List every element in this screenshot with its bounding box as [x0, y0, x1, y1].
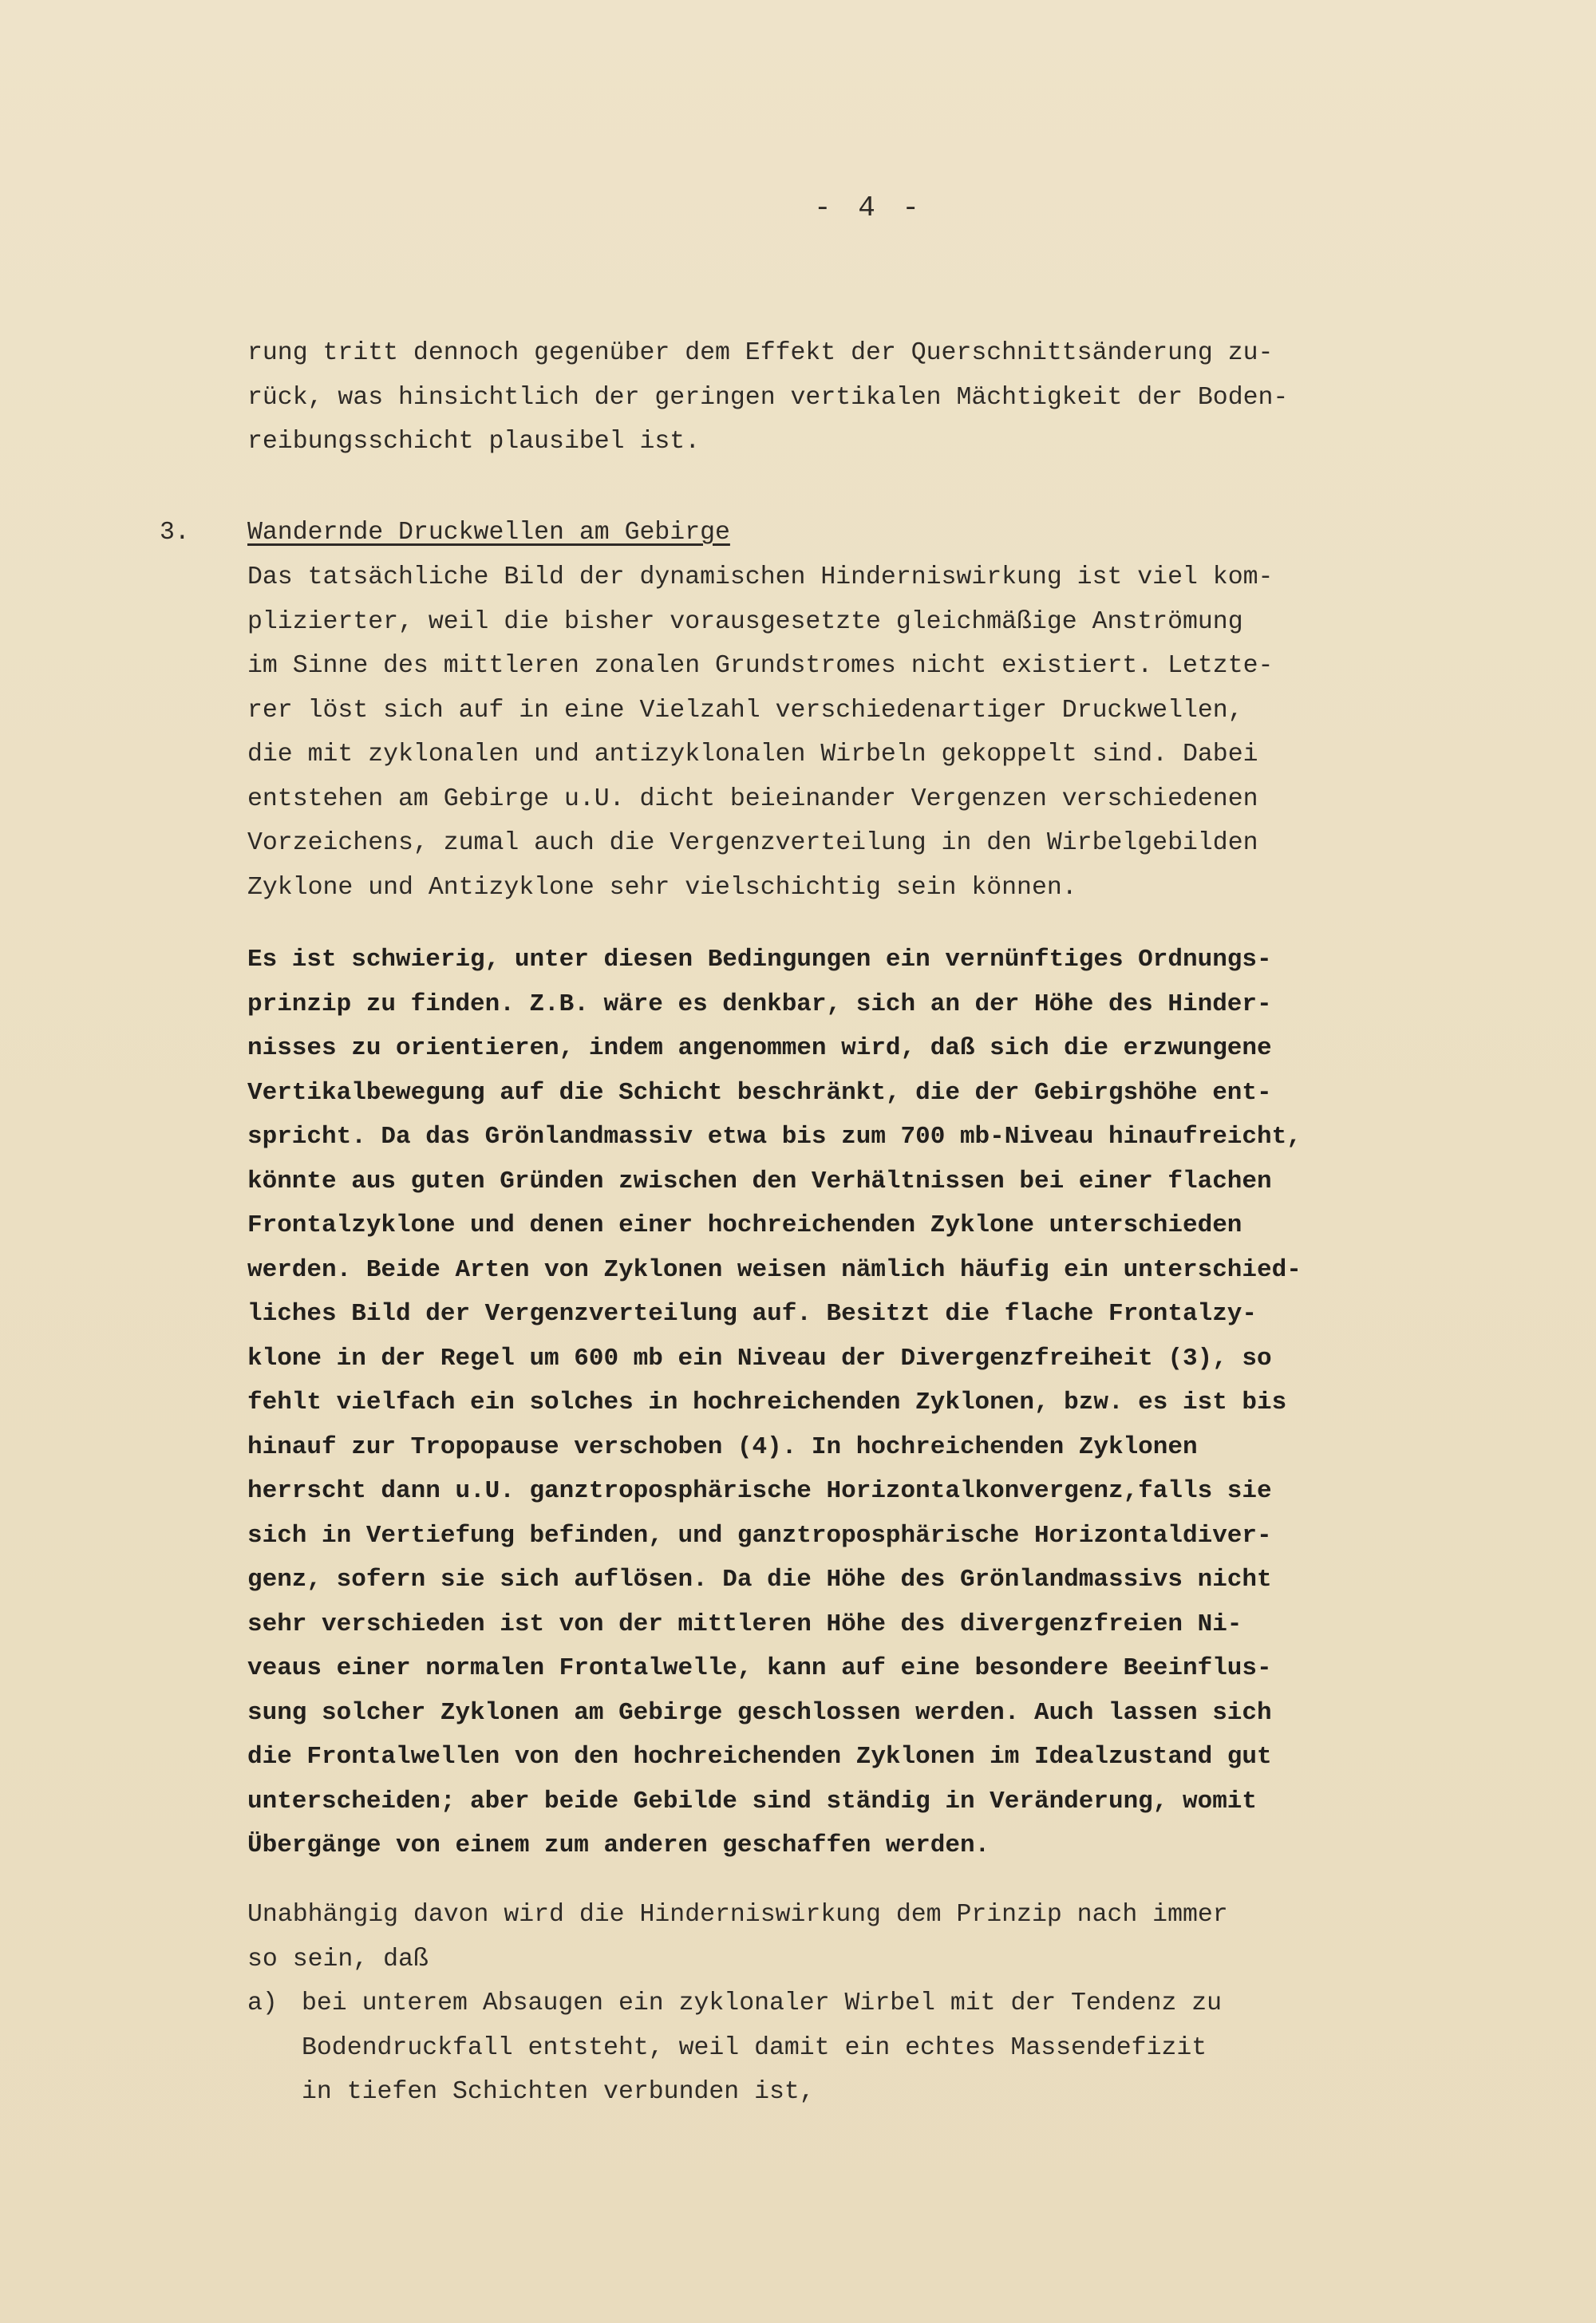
paragraph-2: [247, 938, 1556, 1868]
text-line: die Frontalwellen von den hochreichenden Zyklonen im Idealzustand gut: [247, 1743, 1272, 1771]
text-line: plizierter, weil die bisher vorausgesetzte gleichmäßige Anströmung: [247, 607, 1243, 636]
text-line: im Sinne des mittleren zonalen Grundstromes nicht existiert. Letzte-: [247, 652, 1274, 680]
text-line: Frontalzyklone und denen einer hochreichenden Zyklone unterschieden: [247, 1211, 1242, 1239]
text-line: in tiefen Schichten verbunden ist,: [302, 2078, 815, 2106]
text-line: rung tritt dennoch gegenüber dem Effekt der Querschnittsänderung zu-: [247, 339, 1274, 367]
text-line: könnte aus guten Gründen zwischen den Verhältnissen bei einer flachen: [247, 1167, 1272, 1195]
text-line: Das tatsächliche Bild der dynamischen Hinderniswirkung ist viel kom-: [247, 563, 1274, 591]
text-line: fehlt vielfach ein solches in hochreichenden Zyklonen, bzw. es ist bis: [247, 1389, 1287, 1416]
text-line: reibungsschicht plausibel ist.: [247, 428, 701, 456]
text-line: Es ist schwierig, unter diesen Bedingungen ein vernünftiges Ordnungs-: [247, 946, 1272, 974]
list-item-a: [247, 1981, 1556, 2115]
text-line: veaus einer normalen Frontalwelle, kann auf eine besondere Beeinflus-: [247, 1654, 1272, 1682]
text-line: entstehen am Gebirge u.U. dicht beieinander Vergenzen verschiedenen: [247, 784, 1258, 813]
intro-paragraph: [247, 331, 1556, 464]
text-line: bei unterem Absaugen ein zyklonaler Wirbel mit der Tendenz zu: [302, 1989, 1223, 2017]
text-line: Zyklone und Antizyklone sehr vielschichtig sein können.: [247, 873, 1077, 902]
text-line: werden. Beide Arten von Zyklonen weisen nämlich häufig ein unterschied-: [247, 1255, 1302, 1284]
text-line: Vertikalbewegung auf die Schicht beschränkt, die der Gebirgshöhe ent-: [247, 1078, 1272, 1107]
text-line: unterscheiden; aber beide Gebilde sind ständig in Veränderung, womit: [247, 1787, 1258, 1815]
text-line: sehr verschieden ist von der mittleren Höhe des divergenzfreien Ni-: [247, 1610, 1242, 1638]
text-line: Unabhängig davon wird die Hinderniswirkung dem Prinzip nach immer: [247, 1901, 1228, 1929]
text-line: rück, was hinsichtlich der geringen vertikalen Mächtigkeit der Boden-: [247, 383, 1289, 412]
text-line: liches Bild der Vergenzverteilung auf. Besitzt die flache Frontalzy-: [247, 1300, 1258, 1328]
text-line: prinzip zu finden. Z.B. wäre es denkbar, sich an der Höhe des Hinder-: [247, 990, 1272, 1018]
text-line: klone in der Regel um 600 mb ein Niveau der Divergenzfreiheit (3), so: [247, 1344, 1272, 1373]
list-item-row: [247, 2026, 1556, 2071]
text-line: rer löst sich auf in eine Vielzahl verschiedenartiger Druckwellen,: [247, 696, 1243, 725]
text-line: Bodendruckfall entsteht, weil damit ein echtes Massendefizit: [302, 2033, 1207, 2062]
text-line: Vorzeichens, zumal auch die Vergenzverteilung in den Wirbelgebilden: [247, 829, 1258, 857]
page-number: - 4 -: [814, 192, 925, 224]
text-line: genz, sofern sie sich auflösen. Da die Höhe des Grönlandmassivs nicht: [247, 1566, 1272, 1594]
text-line: so sein, daß: [247, 1945, 429, 1973]
text-line: spricht. Da das Grönlandmassiv etwa bis zum 700 mb-Niveau hinaufreicht,: [247, 1123, 1302, 1151]
text-line: nisses zu orientieren, indem angenommen wird, daß sich die erzwungene: [247, 1034, 1272, 1062]
text-line: herrscht dann u.U. ganztroposphärische Horizontalkonvergenz,falls sie: [247, 1477, 1272, 1505]
list-item-row: [247, 2070, 1556, 2115]
text-line: sung solcher Zyklonen am Gebirge geschlossen werden. Auch lassen sich: [247, 1698, 1272, 1727]
text-line: Übergänge von einem zum anderen geschaffen werden.: [247, 1831, 990, 1859]
text-line: sich in Vertiefung befinden, und ganztroposphärische Horizontaldiver-: [247, 1521, 1272, 1550]
section-number: 3.: [160, 519, 190, 547]
paragraph-3: [247, 1893, 1556, 1981]
text-line: die mit zyklonalen und antizyklonalen Wirbeln gekoppelt sind. Dabei: [247, 741, 1258, 768]
list-item-label: a): [247, 1989, 278, 2017]
list-item-row: [247, 1981, 1556, 2026]
paragraph-1: [247, 555, 1556, 910]
section-title: Wandernde Druckwellen am Gebirge: [247, 519, 730, 547]
text-line: hinauf zur Tropopause verschoben (4). In hochreichenden Zyklonen: [247, 1432, 1198, 1461]
